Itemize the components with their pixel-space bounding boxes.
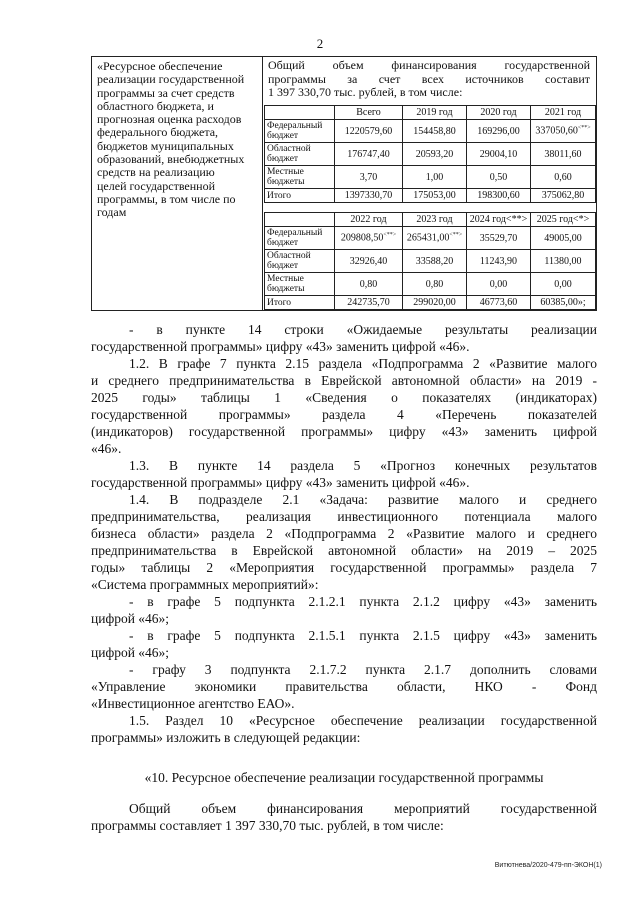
summary-line: 1 397 330,70 тыс. рублей, в том числе: xyxy=(268,85,463,99)
table-cell xyxy=(467,296,531,310)
table-cell xyxy=(531,296,596,310)
table-row xyxy=(265,189,596,203)
cell-value: 38011,60 xyxy=(544,148,582,160)
left-cell-line: образований, внебюджетных xyxy=(97,152,245,167)
footnote-marker: <**> xyxy=(383,232,397,239)
paragraph xyxy=(91,627,597,661)
cell-value: 198300,60 xyxy=(477,190,520,201)
row-label: Федеральный бюджет xyxy=(265,227,335,250)
table-cell xyxy=(467,227,531,250)
summary-line: программы за счет всех источников составит xyxy=(268,71,590,86)
cell-value: 1397330,70 xyxy=(344,190,393,201)
section-heading: «10. Ресурсное обеспечение реализации государственной программы xyxy=(144,770,544,785)
table-row xyxy=(265,250,596,273)
paragraph-line: «Инвестиционное агентство ЕАО». xyxy=(91,696,295,711)
cell-value: 175053,00 xyxy=(413,190,456,201)
table-cell xyxy=(335,250,403,273)
paragraph xyxy=(91,321,597,355)
row-label: Местные бюджеты xyxy=(265,273,335,296)
table-cell xyxy=(467,273,531,296)
table-cell xyxy=(531,166,596,189)
cell-value: 0,50 xyxy=(489,171,508,183)
cell-value: 0,00 xyxy=(554,278,572,290)
paragraph-line: 1.3. В пункте 14 раздела 5 «Прогноз конечных результатов xyxy=(129,458,597,473)
paragraph-line: «46». xyxy=(91,441,122,456)
financing-table-2019-2021 xyxy=(264,105,596,203)
paragraph-line: «Управление экономики правительства области, НКО - Фонд xyxy=(91,679,597,694)
table-header-cell: 2022 год xyxy=(335,213,403,227)
summary-line: Общий объем финансирования государственной xyxy=(268,58,590,72)
table-header-cell: Всего xyxy=(335,106,403,120)
paragraph xyxy=(91,593,597,627)
paragraph-line: 1.5. Раздел 10 «Ресурсное обеспечение реализации государственной xyxy=(129,713,597,728)
paragraph xyxy=(91,355,597,457)
paragraph xyxy=(91,800,597,834)
cell-value: 1,00 xyxy=(425,171,444,183)
paragraph-line: цифрой «46»; xyxy=(91,611,170,626)
row-label: Областной бюджет xyxy=(265,250,335,273)
paragraph-line: 1.2. В графе 7 пункта 2.15 раздела «Подпрограмма 2 «Развитие малого xyxy=(129,356,597,371)
table-cell xyxy=(335,143,403,166)
cell-value: 375062,80 xyxy=(541,190,585,201)
table-cell xyxy=(531,227,596,250)
paragraph-line: (индикаторов) государственной программы» цифру «43» заменить цифрой xyxy=(91,424,597,439)
table-header-cell: 2023 год xyxy=(403,213,467,227)
table-cell xyxy=(467,189,531,203)
table-cell xyxy=(403,296,467,310)
table-header-row xyxy=(265,213,596,227)
row-label: Областной бюджет xyxy=(265,143,335,166)
row-label: Федеральный бюджет xyxy=(265,120,335,143)
cell-value: 0,80 xyxy=(359,278,378,290)
cell-value: 209808,50 xyxy=(340,232,384,244)
table-cell xyxy=(403,227,467,250)
table-header-row xyxy=(265,106,596,120)
left-cell-line: программы за счет средств xyxy=(97,85,235,100)
table-cell xyxy=(335,273,403,296)
table-cell xyxy=(467,120,531,143)
resource-value-cell xyxy=(263,57,596,310)
cell-value: 1220579,60 xyxy=(344,125,393,137)
left-cell-line: реализации государственной xyxy=(97,72,245,87)
financing-table-2022-2025 xyxy=(264,212,596,310)
document-footer: Витютнева/2020-479-пп-ЭКОН(1) xyxy=(494,862,602,869)
cell-value: 176747,40 xyxy=(347,148,390,160)
paragraph-line: 2025 годы» таблицы 1 «Сведения о показателях (индикаторах) xyxy=(91,390,597,405)
table-cell xyxy=(335,296,403,310)
table-header-cell xyxy=(265,106,335,120)
cell-value: 33588,20 xyxy=(415,255,454,267)
table-header-cell: 2019 год xyxy=(403,106,467,120)
paragraph-line: годы» таблицы 2 «Мероприятия государственной программы» раздела 7 xyxy=(91,560,597,575)
left-cell-line: средств на реализацию xyxy=(97,165,215,180)
cell-value: 32926,40 xyxy=(349,255,388,267)
paragraph-line: предпринимательства в Еврейской автономной области» на 2019 – 2025 xyxy=(91,543,597,558)
paragraph xyxy=(91,712,597,746)
table-cell xyxy=(403,143,467,166)
paragraph-line: программы» изложить в следующей редакции: xyxy=(91,730,361,745)
table-row xyxy=(265,227,596,250)
paragraph-line: государственной программы» раздела 4 «Перечень показателей xyxy=(91,407,597,422)
resource-table xyxy=(91,56,597,311)
paragraph-line: Общий объем финансирования мероприятий государственной xyxy=(129,801,597,816)
table-cell xyxy=(403,189,467,203)
cell-value: 299020,00 xyxy=(413,297,456,308)
left-cell-line: годам xyxy=(97,205,127,220)
row-label: Местные бюджеты xyxy=(265,166,335,189)
cell-value: 46773,60 xyxy=(479,297,518,308)
paragraph-line: государственной программы» цифру «43» заменить цифрой «46». xyxy=(91,475,470,490)
paragraph-line: предпринимательства, реализация инвестиционного потенциала малого xyxy=(91,509,597,524)
table-cell xyxy=(335,189,403,203)
table-header-cell: 2024 год<**> xyxy=(467,213,531,227)
table-cell xyxy=(531,273,596,296)
cell-value: 49005,00 xyxy=(544,232,582,244)
row-label: Итого xyxy=(265,296,335,310)
paragraph-line: - графу 3 подпункта 2.1.7.2 пункта 2.1.7 дополнить словами xyxy=(129,662,597,677)
cell-value: 154458,80 xyxy=(413,125,456,137)
table-cell xyxy=(531,143,596,166)
left-cell-line: программы, в том числе по xyxy=(97,191,236,206)
cell-value: 35529,70 xyxy=(479,232,518,244)
paragraph-line: программы составляет 1 397 330,70 тыс. рублей, в том числе: xyxy=(91,818,444,833)
table-header-cell: 2025 год<*> xyxy=(531,213,596,227)
cell-value: 0,00 xyxy=(489,278,508,290)
cell-value: 60385,00»; xyxy=(540,297,586,308)
left-cell-line: целей государственной xyxy=(97,178,216,193)
cell-value: 242735,70 xyxy=(347,297,390,308)
cell-value: 29004,10 xyxy=(479,148,518,160)
cell-value: 3,70 xyxy=(359,171,378,183)
closing-paragraph xyxy=(91,800,597,834)
paragraph-line: цифрой «46»; xyxy=(91,645,170,660)
footnote-marker: <**> xyxy=(449,232,463,239)
table-row xyxy=(265,296,596,310)
cell-value: 0,60 xyxy=(554,171,572,183)
body-paragraphs xyxy=(91,321,597,746)
table-cell xyxy=(531,189,596,203)
left-cell-line: федерального бюджета, xyxy=(97,125,219,140)
paragraph-line: «Система программных мероприятий»: xyxy=(91,577,319,592)
cell-value: 337050,60 xyxy=(535,125,578,137)
left-cell-line: «Ресурсное обеспечение xyxy=(97,59,223,73)
cell-value: 20593,20 xyxy=(415,148,454,160)
cell-value: 169296,00 xyxy=(477,125,520,137)
table-cell xyxy=(403,120,467,143)
table-cell xyxy=(467,166,531,189)
table-cell xyxy=(403,166,467,189)
table-header-cell: 2021 год xyxy=(531,106,596,120)
cell-value: 0,80 xyxy=(425,278,444,290)
cell-value: 265431,00 xyxy=(406,232,450,244)
paragraph-line: бизнеса области» раздела 2 «Подпрограмма 2 «Развитие малого и среднего xyxy=(91,526,597,541)
paragraph-line: - в пункте 14 строки «Ожидаемые результаты реализации xyxy=(129,322,597,337)
table-header-cell xyxy=(265,213,335,227)
table-cell xyxy=(335,120,403,143)
table-header-cell: 2020 год xyxy=(467,106,531,120)
left-cell-line: прогнозная оценка расходов xyxy=(97,112,242,127)
paragraph-line: - в графе 5 подпункта 2.1.2.1 пункта 2.1.2 цифру «43» заменить xyxy=(129,594,597,609)
paragraph-line: 1.4. В подразделе 2.1 «Задача: развитие малого и среднего xyxy=(129,492,597,507)
table-row xyxy=(265,166,596,189)
resource-label-cell xyxy=(92,57,263,310)
table-cell xyxy=(531,250,596,273)
paragraph xyxy=(91,491,597,593)
table-row xyxy=(265,120,596,143)
table-cell xyxy=(467,143,531,166)
table-cell xyxy=(467,250,531,273)
table-cell xyxy=(335,166,403,189)
left-cell-line: областного бюджета, и xyxy=(97,98,214,113)
table-cell xyxy=(403,273,467,296)
left-cell-line: бюджетов муниципальных xyxy=(97,138,234,153)
page-number: 2 xyxy=(316,36,324,51)
paragraph-line: государственной программы» цифру «43» заменить цифрой «46». xyxy=(91,339,470,354)
table-cell xyxy=(335,227,403,250)
cell-value: 11380,00 xyxy=(544,255,582,267)
table-cell xyxy=(531,120,596,143)
cell-value: 11243,90 xyxy=(479,255,518,267)
row-label: Итого xyxy=(265,189,335,203)
table-cell xyxy=(403,250,467,273)
summary-text xyxy=(268,59,590,100)
table-row xyxy=(265,143,596,166)
footnote-marker: <**> xyxy=(577,125,591,132)
paragraph-line: и среднего предпринимательства в Еврейской автономной области» на 2019 - xyxy=(91,373,597,388)
paragraph xyxy=(91,661,597,712)
paragraph-line: - в графе 5 подпункта 2.1.5.1 пункта 2.1.5 цифру «43» заменить xyxy=(129,628,597,643)
table-row xyxy=(265,273,596,296)
paragraph xyxy=(91,457,597,491)
